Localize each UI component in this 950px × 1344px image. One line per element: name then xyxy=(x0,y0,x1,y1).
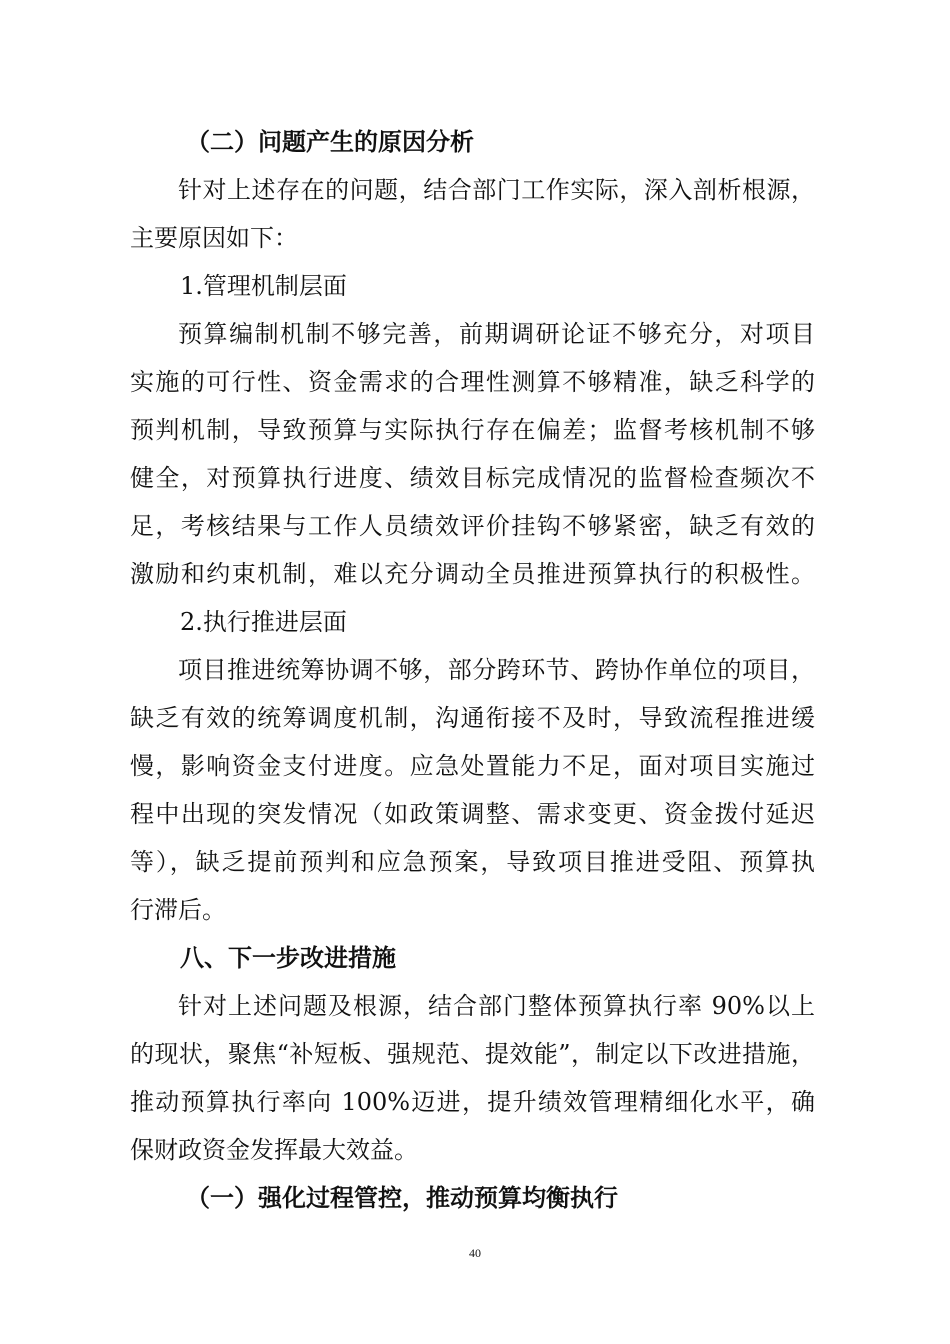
paragraph-line: 推动预算执行率向 100%迈进，提升绩效管理精细化水平，确 xyxy=(130,1088,815,1116)
paragraph-line: 健全，对预算执行进度、绩效目标完成情况的监督检查频次不 xyxy=(130,464,815,492)
paragraph-line: 激励和约束机制，难以充分调动全员推进预算执行的积极性。 xyxy=(130,560,815,588)
page-number: 40 xyxy=(469,1246,481,1260)
section-heading-causes: （二）问题产生的原因分析 xyxy=(186,128,474,156)
paragraph-line: 预算编制机制不够完善，前期调研论证不够充分，对项目 xyxy=(178,320,815,348)
paragraph-line: 主要原因如下： xyxy=(130,224,298,252)
paragraph-line: 程中出现的突发情况（如政策调整、需求变更、资金拨付延迟 xyxy=(130,800,815,828)
paragraph-line: 项目推进统筹协调不够，部分跨环节、跨协作单位的项目， xyxy=(178,656,815,684)
paragraph-line: 慢，影响资金支付进度。应急处置能力不足，面对项目实施过 xyxy=(130,752,815,780)
paragraph-line: 缺乏有效的统筹调度机制，沟通衔接不及时，导致流程推进缓 xyxy=(130,704,815,732)
section-heading-improvement: 八、下一步改进措施 xyxy=(180,944,396,972)
paragraph-line: 预判机制，导致预算与实际执行存在偏差；监督考核机制不够 xyxy=(130,416,815,444)
subheading-execution: 2.执行推进层面 xyxy=(180,608,347,636)
paragraph-line: 保财政资金发挥最大效益。 xyxy=(130,1136,418,1164)
subsection-heading-measure-1: （一）强化过程管控，推动预算均衡执行 xyxy=(186,1184,618,1212)
paragraph-line: 足，考核结果与工作人员绩效评价挂钩不够紧密，缺乏有效的 xyxy=(130,512,815,540)
paragraph-line: 针对上述问题及根源，结合部门整体预算执行率 90%以上 xyxy=(178,992,815,1020)
paragraph-line: 实施的可行性、资金需求的合理性测算不够精准，缺乏科学的 xyxy=(130,368,815,396)
paragraph-line: 等），缺乏提前预判和应急预案，导致项目推进受阻、预算执 xyxy=(130,848,815,876)
subheading-management: 1.管理机制层面 xyxy=(180,272,347,300)
paragraph-line: 针对上述存在的问题，结合部门工作实际，深入剖析根源， xyxy=(178,176,815,204)
paragraph-line: 的现状，聚焦“补短板、强规范、提效能”，制定以下改进措施， xyxy=(130,1040,815,1068)
paragraph-line: 行滞后。 xyxy=(130,896,226,924)
